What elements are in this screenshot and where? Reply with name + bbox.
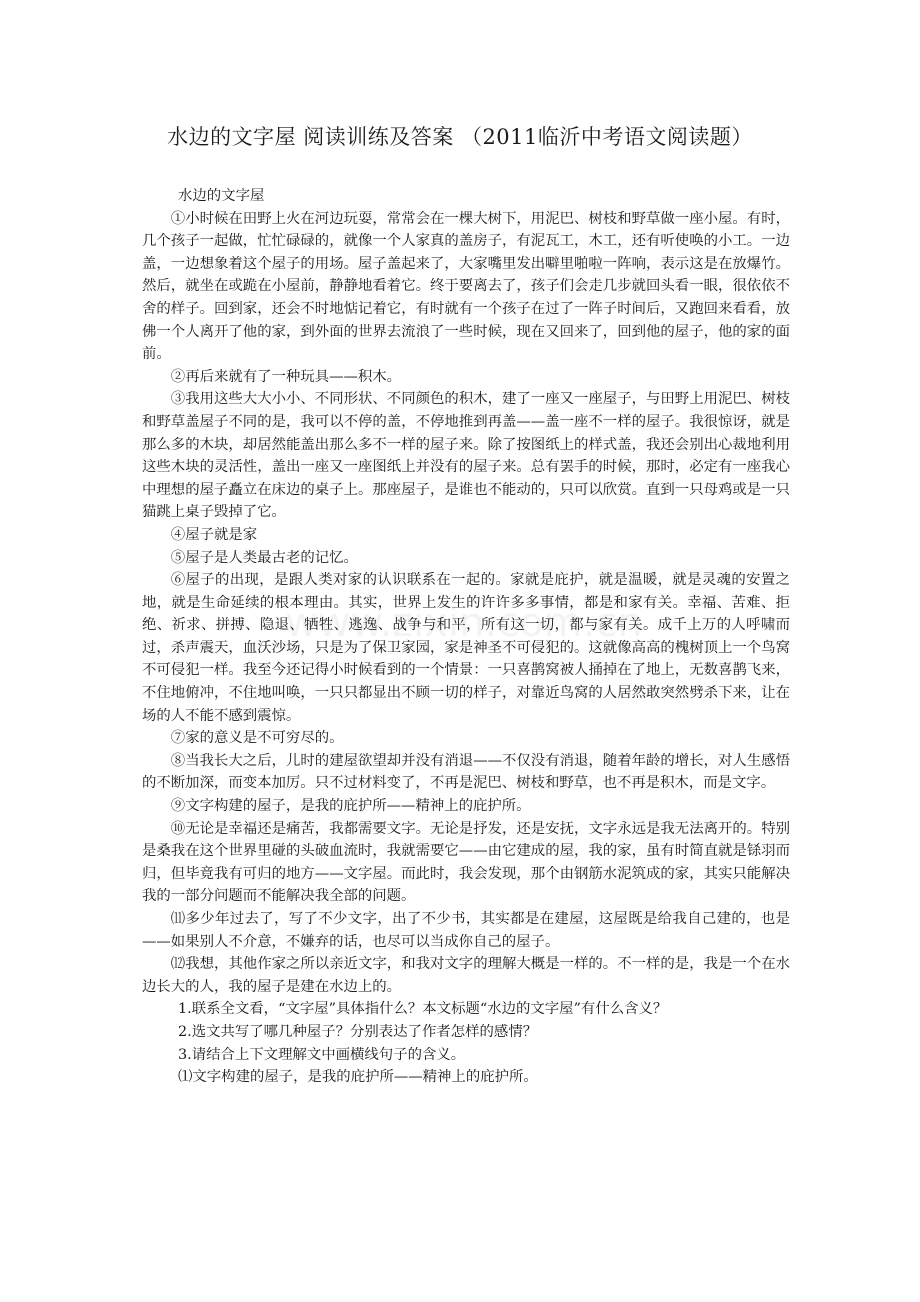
paragraph: ⑥屋子的出现，是跟人类对家的认识联系在一起的。家就是庇护，就是温暖，就是灵魂的安置之地，就是生命延续的根本理由。其实，世界上发生的许许多多事情，都是和家有关。幸福、苦难、拒绝、祈求、拼搏、隐退、牺牲、逃逸、战争与和平，所有这一切，都与家有关。成千上万的人呼啸而过，杀声震天，血沃沙场，只是为了保卫家园，家是神圣不可侵犯的。这就像高高的槐树顶上一个鸟窝不可侵犯一样。我至今还记得小时候看到的一个情景：一只喜鹊窝被人捅掉在了地上，无数喜鹊飞来，不住地俯冲，不住地叫唤，一只只都显出不顾一切的样子，对靠近鸟窝的人居然敢突然劈杀下来，让在场的人不能不感到震惊。	[142, 572, 790, 724]
paragraph: ④屋子就是家	[170, 526, 258, 543]
question: 2.选文共写了哪几种屋子？分别表达了作者怎样的感情？	[178, 1023, 538, 1040]
paragraph: ②再后来就有了一种玩具——积木。	[170, 368, 402, 385]
article-title: 水边的文字屋	[178, 188, 265, 204]
document-body	[142, 185, 790, 1089]
paragraph: ⑿我想，其他作家之所以亲近文字，和我对文字的理解大概是一样的。不一样的是，我是一个在水边长大的人，我的屋子是建在水边上的。	[142, 956, 790, 995]
question: ⑴文字构建的屋子，是我的庇护所——精神上的庇护所。	[178, 1069, 538, 1086]
paragraph: ⑨文字构建的屋子，是我的庇护所——精神上的庇护所。	[170, 798, 531, 815]
paragraph: ⑾多少年过去了，写了不少文字，出了不少书，其实都是在建屋，这屋既是给我自己建的，也是——如果别人不介意，不嫌弃的话，也尽可以当成你自己的屋子。	[142, 911, 790, 950]
paragraph: ①小时候在田野上火在河边玩耍，常常会在一棵大树下，用泥巴、树枝和野草做一座小屋。有时，几个孩子一起做，忙忙碌碌的，就像一个人家真的盖房子，有泥瓦工，木工，还有听使唤的小工。一边盖，一边想象着这个屋子的用场。屋子盖起来了，大家嘴里发出噼里啪啦一阵响，表示这是在放爆竹。然后，就坐在或跪在小屋前，静静地看着它。终于要离去了，孩子们会走几步就回头看一眼，很依依不舍的样子。回到家，还会不时地惦记着它，有时就有一个孩子在过了一阵子时间后，又跑回来看看，放佛一个人离开了他的家，到外面的世界去流浪了一些时候，现在又回来了，回到他的屋子，他的家的面前。	[142, 210, 790, 363]
paragraph: ⑤屋子是人类最古老的记忆。	[170, 549, 358, 566]
question: 3.请结合上下文理解文中画横线句子的含义。	[178, 1046, 466, 1063]
paragraph: ③我用这些大大小小、不同形状、不同颜色的积木，建了一座又一座屋子，与田野上用泥巴、树枝和野草盖屋子不同的是，我可以不停的盖，不停地推到再盖——盖一座不一样的屋子。我很惊讶，就是那么多的木块，却居然能盖出那么多不一样的屋子来。除了按图纸上的样式盖，我还会别出心裁地利用这些木块的灵活性，盖出一座又一座图纸上并没有的屋子来。总有罢手的时候，那时，必定有一座我心中理想的屋子矗立在床边的桌子上。那座屋子，是谁也不能动的，只可以欣赏。直到一只母鸡或是一只猫跳上桌子毁掉了它。	[142, 391, 790, 521]
question: 1.联系全文看，“文字屋”具体指什么？本文标题“水边的文字屋”有什么含义？	[178, 1001, 668, 1018]
document-title: 水边的文字屋 阅读训练及答案 （2011临沂中考语文阅读题）	[167, 125, 753, 149]
paragraph: ⑦家的意义是不可穷尽的。	[170, 730, 344, 747]
paragraph: ⑧当我长大之后，儿时的建屋欲望却并没有消退——不仅没有消退，随着年龄的增长，对人生感悟的不断加深，而变本加厉。只不过材料变了，不再是泥巴、树枝和野草，也不再是积木，而是文字。	[142, 752, 790, 792]
paragraph: ⑩无论是幸福还是痛苦，我都需要文字。无论是抒发，还是安抚，文字永远是我无法离开的。特别是桑我在这个世界里碰的头破血流时，我就需要它——由它建成的屋，我的家，虽有时简直就是铩羽而归，但毕竟我有可归的地方——文字屋。而此时，我会发现，那个由钢筋水泥筑成的家，其实只能解决我的一部分问题而不能解决我全部的问题。	[142, 820, 790, 905]
